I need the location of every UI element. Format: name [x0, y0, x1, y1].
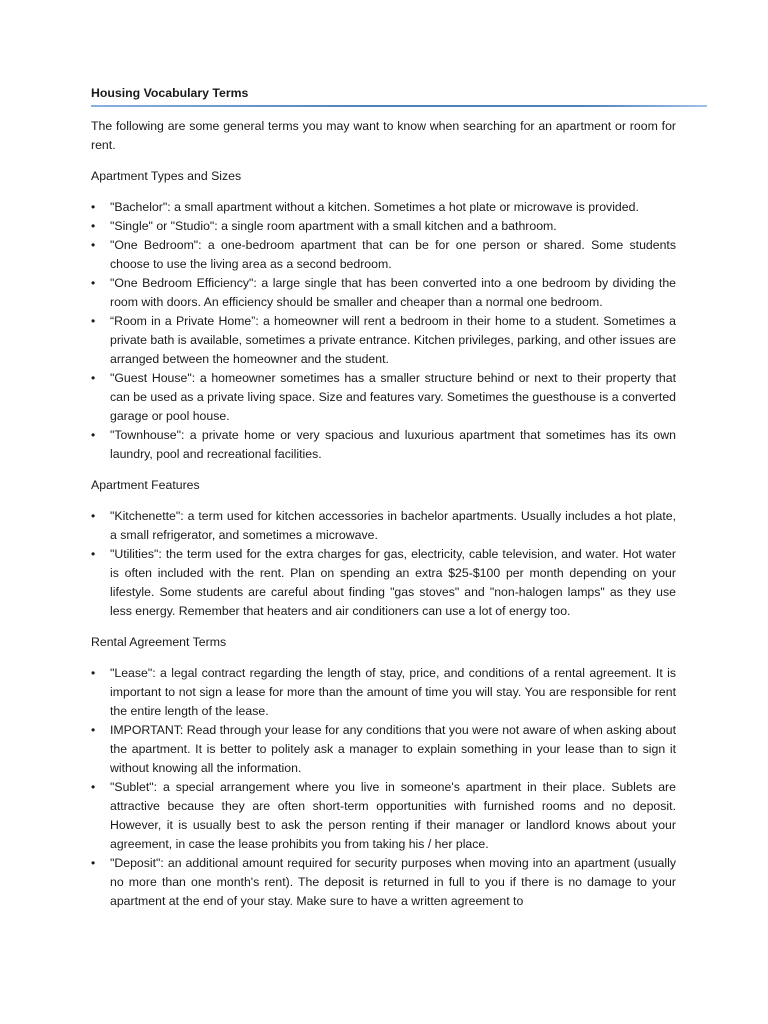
list-item [91, 664, 676, 721]
bullet-icon: • [91, 314, 96, 328]
list-item [91, 217, 676, 236]
section-apartment-features [91, 476, 676, 621]
list-item-text: IMPORTANT: Read through your lease for any conditions that you were not aware of when asking about the apartment. It is better to politely ask a manager to explain something in your lease than to sign it without knowing all the information. [110, 723, 676, 775]
section-rental-agreement-terms [91, 633, 676, 911]
list-item [91, 721, 676, 778]
list-item-text: “Room in a Private Home”: a homeowner will rent a bedroom in their home to a student. Sometimes a private bath is available, sometimes a private entrance. Kitchen privileges, parking, and other issues are arranged between the homeowner and the student. [110, 314, 676, 366]
title-underline-rule [91, 105, 707, 107]
list-item [91, 236, 676, 274]
list-item [91, 778, 676, 854]
list-item-text: "One Bedroom": a one-bedroom apartment that can be for one person or shared. Some students choose to use the living area as a second bedroom. [110, 238, 676, 271]
bullet-icon: • [91, 780, 96, 794]
intro-paragraph: The following are some general terms you may want to know when searching for an apartment or room for rent. [91, 119, 676, 152]
list-item [91, 507, 676, 545]
list-item [91, 426, 676, 464]
list-item-text: "Sublet": a special arrangement where you live in someone's apartment in their place. Sublets are attractive because they are often short-term opportunities with furnished rooms and no deposit. However, it is usually best to ask the person renting if their manager or landlord knows about your agreement, in case the lease prohibits you from taking his / her place. [110, 780, 676, 851]
list-item [91, 274, 676, 312]
bullet-icon: • [91, 200, 96, 214]
list-item [91, 854, 676, 911]
list-item [91, 198, 676, 217]
list-item-text: "Single" or "Studio": a single room apartment with a small kitchen and a bathroom. [110, 219, 557, 233]
bullet-icon: • [91, 856, 96, 870]
section-heading: Apartment Features [91, 478, 200, 492]
bullet-icon: • [91, 219, 96, 233]
list-item-text: "Utilities": the term used for the extra charges for gas, electricity, cable television, and water. Hot water is often included with the rent. Plan on spending an extra $25-$100 per month depending on your lifestyle. Some students are careful about finding "gas stoves" and "non-halogen lamps" as they use less energy. Remember that heaters and air conditioners can use a lot of energy too. [110, 547, 676, 618]
bullet-icon: • [91, 276, 96, 290]
list-item [91, 369, 676, 426]
list-item-text: "One Bedroom Efficiency": a large single that has been converted into a one bedroom by dividing the room with doors. An efficiency should be smaller and cheaper than a normal one bedroom. [110, 276, 676, 309]
list-item-text: "Deposit": an additional amount required for security purposes when moving into an apartment (usually no more than one month's rent). The deposit is returned in full to you if there is no damage to your apartment at the end of your stay. Make sure to have a written agreement to [110, 856, 676, 908]
bullet-icon: • [91, 238, 96, 252]
list-item [91, 545, 676, 621]
list-item-text: "Guest House": a homeowner sometimes has a smaller structure behind or next to their property that can be used as a private living space. Size and features vary. Sometimes the guesthouse is a converted garage or pool house. [110, 371, 676, 423]
term-list [91, 198, 676, 464]
section-heading: Apartment Types and Sizes [91, 169, 242, 183]
bullet-icon: • [91, 723, 96, 737]
bullet-icon: • [91, 428, 96, 442]
bullet-icon: • [91, 547, 96, 561]
section-apartment-types [91, 167, 676, 464]
term-list [91, 664, 676, 911]
list-item [91, 312, 676, 369]
list-item-text: "Bachelor": a small apartment without a kitchen. Sometimes a hot plate or microwave is provided. [110, 200, 639, 214]
bullet-icon: • [91, 371, 96, 385]
list-item-text: "Townhouse": a private home or very spacious and luxurious apartment that sometimes has its own laundry, pool and recreational facilities. [110, 428, 676, 461]
document-page [91, 84, 676, 923]
list-item-text: "Lease": a legal contract regarding the length of stay, price, and conditions of a rental agreement. It is important to not sign a lease for more than the amount of time you will stay. You are responsible for rent the entire length of the lease. [110, 666, 676, 718]
term-list [91, 507, 676, 621]
section-heading: Rental Agreement Terms [91, 635, 227, 649]
bullet-icon: • [91, 666, 96, 680]
bullet-icon: • [91, 509, 96, 523]
list-item-text: "Kitchenette": a term used for kitchen accessories in bachelor apartments. Usually includes a hot plate, a small refrigerator, and sometimes a microwave. [110, 509, 676, 542]
document-title: Housing Vocabulary Terms [91, 86, 249, 100]
